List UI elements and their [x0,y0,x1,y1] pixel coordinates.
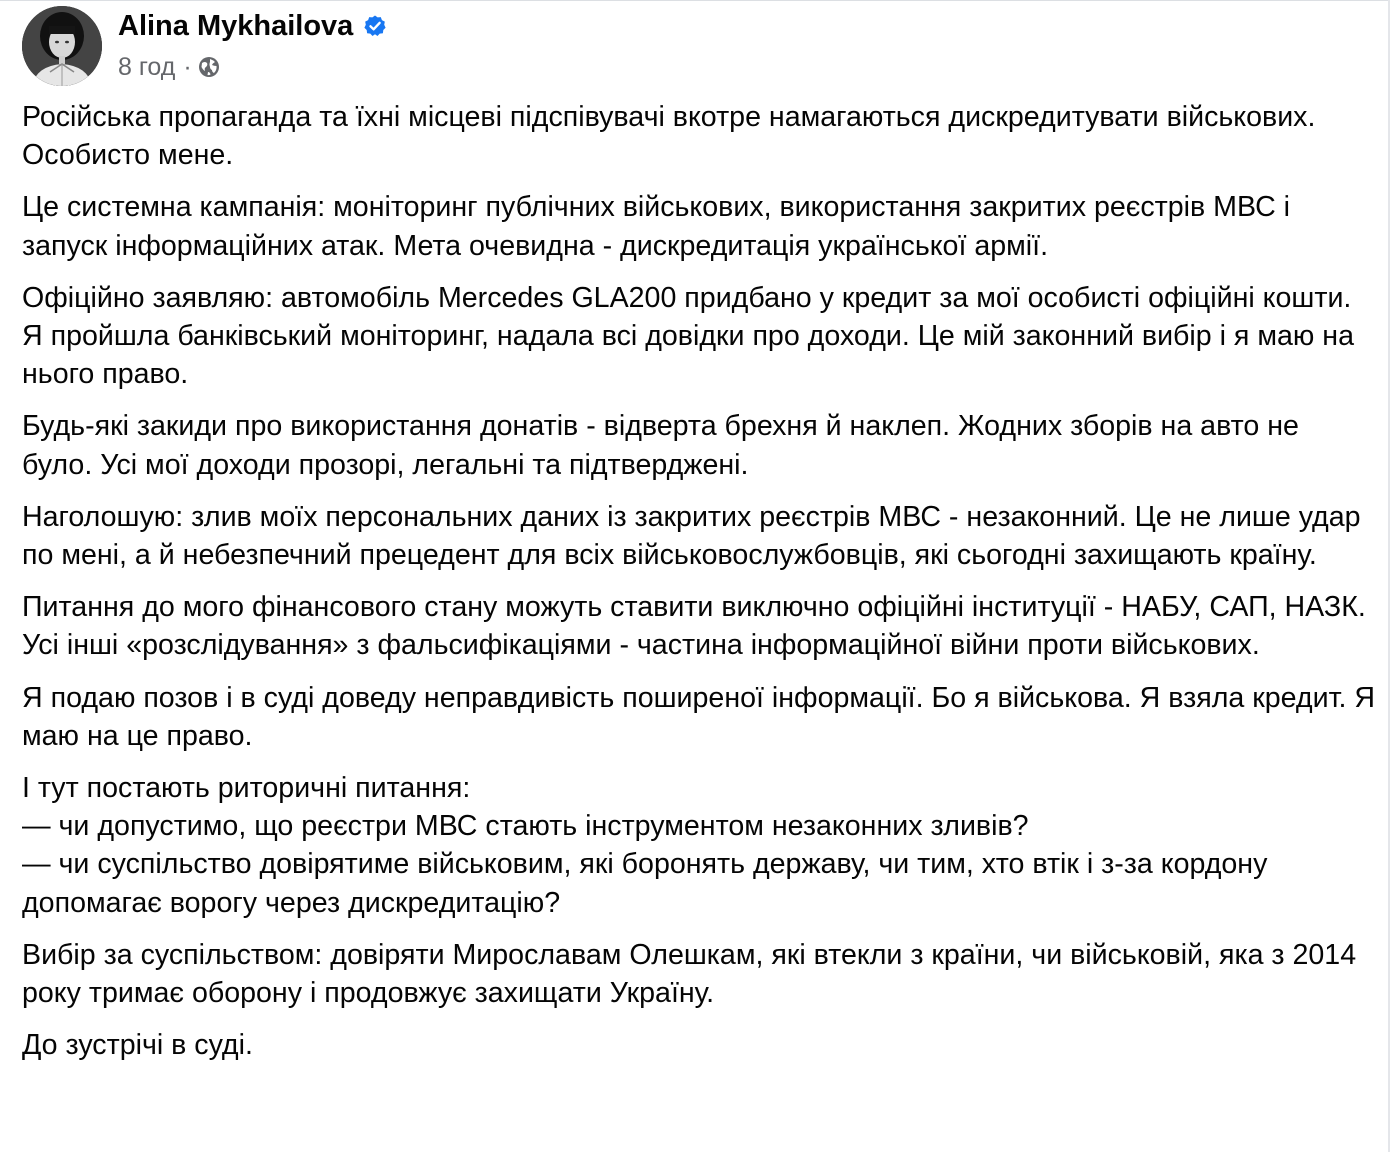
post-paragraph: Російська пропаганда та їхні місцеві підспівувачі вкотре намагаються дискредитувати військових. Особисто мене. [22,101,1316,172]
author-line [118,8,387,44]
verified-badge-icon [363,14,387,38]
post-paragraph: Це системна кампанія: моніторинг публічних військових, використання закритих реєстрів МВС і запуск інформаційних атак. Мета очевидна - дискредитація української армії. [22,191,1291,262]
post-timestamp[interactable]: 8 год [118,52,176,81]
avatar[interactable] [22,6,102,86]
post-meta [118,52,220,82]
post-paragraph: І тут постають риторичні питання: — чи допустимо, що реєстри МВС стають інструментом незаконних зливів? — чи суспільство довірятиме військовим, які боронять державу, чи тим, хто втік і з-за кордону допомагає ворогу через дискредитацію? [22,772,1268,919]
post-body [22,98,1377,1064]
author-name[interactable]: Alina Mykhailova [118,9,354,42]
post-paragraph: Будь-які закиди про використання донатів - відверта брехня й наклеп. Жодних зборів на авто не було. Усі мої доходи прозорі, легальні та підтверджені. [22,410,1299,481]
post-paragraph: До зустрічі в суді. [22,1029,253,1062]
post-paragraph: Вибір за суспільством: довіряти Мирославам Олешкам, які втекли з країни, чи військовій, яка з 2014 року тримає оборону і продовжує захищати Україну. [22,938,1357,1010]
post-header [22,6,1362,86]
avatar-photo [22,6,102,86]
post-paragraph: Офіційно заявляю: автомобіль Mercedes GLA200 придбано у кредит за мої особисті офіційні кошти. Я пройшла банківський моніторинг, надала всі довідки про доходи. Це мій законний вибір і я маю на нього право. [22,281,1354,391]
meta-separator: · [183,52,192,81]
post-paragraph: Наголошую: злив моїх персональних даних із закритих реєстрів МВС - незаконний. Це не лише удар по мені, а й небезпечний прецедент для всіх військовослужбовців, які сьогодні захищають країну. [22,500,1361,572]
post-paragraph: Я подаю позов і в суді доведу неправдивість поширеної інформації. Бо я військова. Я взяла кредит. Я маю на це право. [22,681,1376,752]
post-paragraph: Питання до мого фінансового стану можуть ставити виключно офіційні інституції - НАБУ, САП, НАЗК. Усі інші «розслідування» з фальсифікаціями - частина інформаційної війни проти військових. [22,591,1366,662]
top-divider [0,0,1390,1]
globe-icon[interactable] [198,56,220,78]
